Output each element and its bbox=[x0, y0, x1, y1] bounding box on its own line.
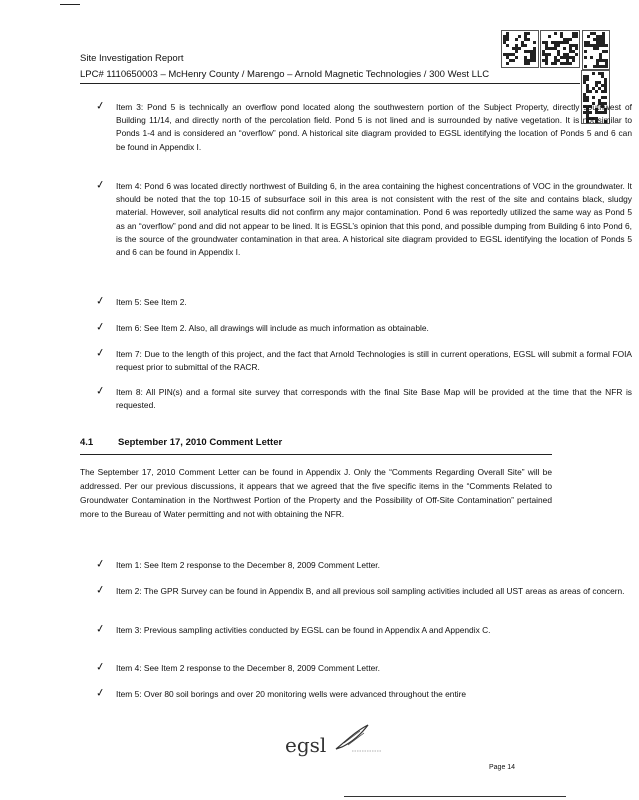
checkmark-icon: ✓ bbox=[94, 178, 107, 192]
header-rule bbox=[80, 83, 580, 84]
body-paragraph: The September 17, 2010 Comment Letter can be found in Appendix J. Only the “Comments Regarding Overall Site” will be addressed. Per our previous discussions, it appears that we agreed that the five specific items in the “Comments Related to Groundwater Contamination in the Northwest Portion of the Property and the Possibility of Off-Site Contamination” pertained more to the Bureau of Water permitting and not with obtaining the NFR. bbox=[80, 467, 552, 519]
list-item-text: Item 4: Pond 6 was located directly northwest of Building 6, in the area containing the highest concentrations of VOC in the groundwater. It should be noted that the top 10-15 of subsurface soil in this area is not consistent with the rest of the site and contains black, sludgy material. However, soil analytical results did not confirm any major contamination. Pond 6 was reportedly utilized the same way as Pond 5 as an “overflow” pond and did not appear to be lined. It is EGSL’s opinion that this pond, and possible dumping from Building 6 into Pond 6, is the source of the groundwater contamination in that area. A historical site diagram provided to EGSL identifying the location of Ponds 5 and 6 can be found in Appendix I. bbox=[116, 181, 632, 258]
list-item-text: Item 5: See Item 2. bbox=[116, 297, 187, 307]
list-item-text: Item 2: The GPR Survey can be found in Appendix B, and all previous soil sampling activities included all UST areas as areas of concern. bbox=[116, 586, 625, 596]
checkmark-icon: ✓ bbox=[94, 557, 107, 571]
checkmark-icon: ✓ bbox=[94, 294, 107, 308]
footer-rule bbox=[344, 796, 566, 797]
egsl-logo-feather bbox=[332, 723, 384, 753]
egsl-logo: egsl bbox=[285, 733, 327, 757]
section-number: 4.1 bbox=[80, 437, 94, 448]
list-item-text: Item 3: Previous sampling activities conducted by EGSL can be found in Appendix A and Appendix C. bbox=[116, 625, 491, 635]
section-rule bbox=[80, 454, 552, 455]
qr-code-icon bbox=[540, 30, 580, 68]
checkmark-icon: ✓ bbox=[94, 346, 107, 360]
list-item-text: Item 4: See Item 2 response to the December 8, 2009 Comment Letter. bbox=[116, 663, 380, 673]
checkmark-icon: ✓ bbox=[94, 660, 107, 674]
list-item-text: Item 8: All PIN(s) and a formal site survey that corresponds with the final Site Base Map will be provided at the time that the NFR is requested. bbox=[116, 387, 632, 411]
page-number: Page 14 bbox=[489, 764, 516, 771]
top-rule bbox=[60, 4, 80, 5]
checkmark-icon: ✓ bbox=[94, 384, 107, 398]
qr-code-icon bbox=[501, 30, 539, 68]
checkmark-icon: ✓ bbox=[94, 686, 107, 700]
checkmark-icon: ✓ bbox=[94, 583, 107, 597]
list-item-text: Item 1: See Item 2 response to the December 8, 2009 Comment Letter. bbox=[116, 560, 380, 570]
list-item-text: Item 5: Over 80 soil borings and over 20 monitoring wells were advanced throughout the entire bbox=[116, 689, 467, 699]
section-title: September 17, 2010 Comment Letter bbox=[118, 437, 283, 448]
checkmark-icon: ✓ bbox=[94, 99, 107, 113]
checkmark-icon: ✓ bbox=[94, 320, 107, 334]
report-title: Site Investigation Report bbox=[80, 53, 184, 64]
list-item-text: Item 3: Pond 5 is technically an overflow pond located along the southwestern portion of the Subject Property, directly southwest of Building 11/14, and directly north of the percolation field. Pond 5 is not lined and is surrounded by native vegetation. It is not similar to Ponds 1-4 and is considered an “overflow” pond. A historical site diagram provided to EGSL identifying the location of Ponds 5 and 6 can be found in Appendix I. bbox=[116, 102, 632, 152]
list-item-text: Item 6: See Item 2. Also, all drawings will include as much information as obtainable. bbox=[116, 323, 429, 333]
report-subtitle: LPC# 1110650003 – McHenry County / Marengo – Arnold Magnetic Technologies / 300 West LLC bbox=[80, 69, 490, 80]
qr-code-icon bbox=[582, 30, 610, 70]
checkmark-icon: ✓ bbox=[94, 622, 107, 636]
list-item-text: Item 7: Due to the length of this project, and the fact that Arnold Technologies is still in current operations, EGSL will submit a formal FOIA request prior to submittal of the RACR. bbox=[116, 349, 632, 373]
